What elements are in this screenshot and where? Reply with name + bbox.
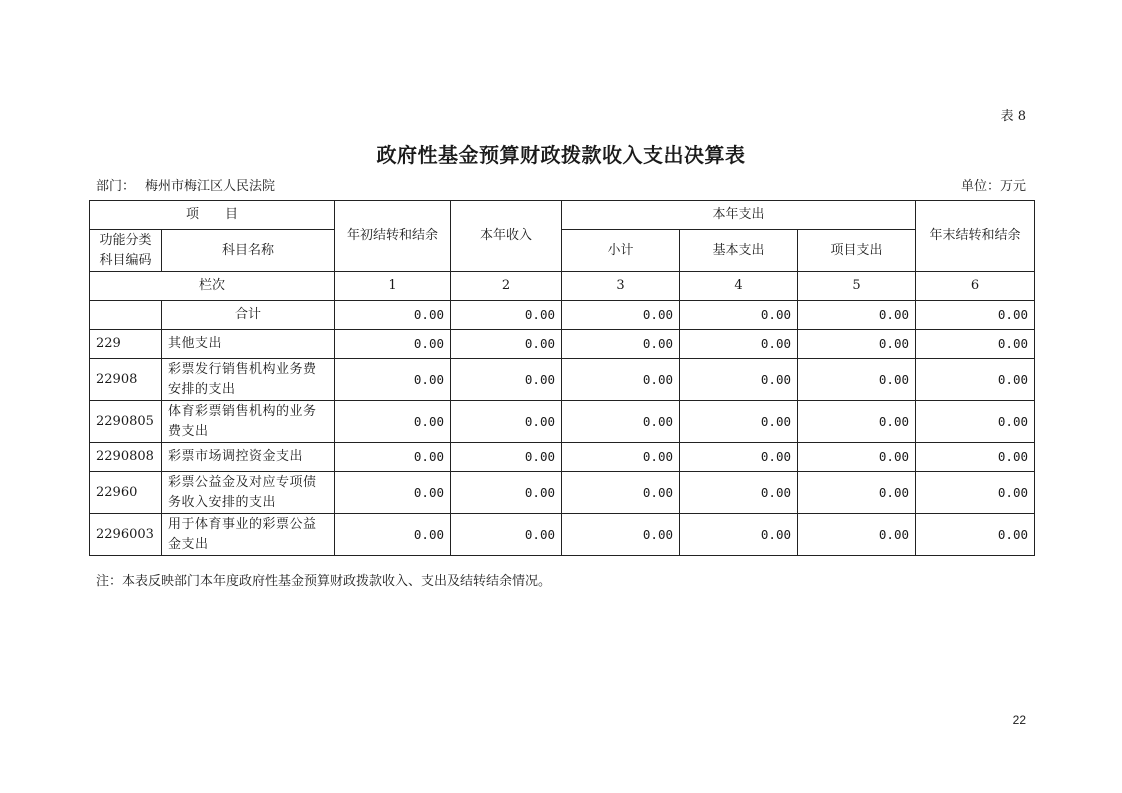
subject-name: 彩票公益金及对应专项债务收入安排的支出 xyxy=(162,472,335,514)
header-opening-balance: 年初结转和结余 xyxy=(335,201,451,272)
header-basic-expense: 基本支出 xyxy=(680,230,798,272)
column-number: 4 xyxy=(680,272,798,301)
amount-cell: 0.00 xyxy=(335,472,451,514)
header-item: 项 目 xyxy=(90,201,335,230)
page-number: 22 xyxy=(1012,713,1026,727)
subject-code: 2296003 xyxy=(90,514,162,556)
column-number: 3 xyxy=(562,272,680,301)
header-closing-balance: 年末结转和结余 xyxy=(916,201,1035,272)
column-number: 6 xyxy=(916,272,1035,301)
amount-cell: 0.00 xyxy=(562,472,680,514)
subject-name: 彩票市场调控资金支出 xyxy=(162,443,335,472)
total-value: 0.00 xyxy=(798,301,916,330)
amount-cell: 0.00 xyxy=(916,514,1035,556)
table-row xyxy=(90,359,1035,401)
amount-cell: 0.00 xyxy=(916,443,1035,472)
column-number: 5 xyxy=(798,272,916,301)
total-label: 合计 xyxy=(162,301,335,330)
table-row xyxy=(90,443,1035,472)
department-label: 部门： xyxy=(96,179,136,194)
table-note: 注：本表反映部门本年度政府性基金预算财政拨款收入、支出及结转结余情况。 xyxy=(96,574,552,589)
table-row xyxy=(90,330,1035,359)
total-value: 0.00 xyxy=(680,301,798,330)
subject-code: 22960 xyxy=(90,472,162,514)
table-number: 表 8 xyxy=(1000,109,1026,124)
amount-cell: 0.00 xyxy=(798,330,916,359)
amount-cell: 0.00 xyxy=(451,472,562,514)
total-value: 0.00 xyxy=(916,301,1035,330)
subject-name: 体育彩票销售机构的业务费支出 xyxy=(162,401,335,443)
total-value: 0.00 xyxy=(451,301,562,330)
amount-cell: 0.00 xyxy=(916,401,1035,443)
amount-cell: 0.00 xyxy=(798,359,916,401)
amount-cell: 0.00 xyxy=(916,330,1035,359)
total-row xyxy=(90,301,1035,330)
amount-cell: 0.00 xyxy=(680,330,798,359)
amount-cell: 0.00 xyxy=(335,330,451,359)
header-year-income: 本年收入 xyxy=(451,201,562,272)
total-value: 0.00 xyxy=(562,301,680,330)
column-number: 2 xyxy=(451,272,562,301)
page-title: 政府性基金预算财政拨款收入支出决算表 xyxy=(376,143,746,167)
header-project-expense: 项目支出 xyxy=(798,230,916,272)
subject-code: 229 xyxy=(90,330,162,359)
header-func-code: 功能分类科目编码 xyxy=(90,230,162,272)
amount-cell: 0.00 xyxy=(451,443,562,472)
subject-code: 2290805 xyxy=(90,401,162,443)
amount-cell: 0.00 xyxy=(798,472,916,514)
header-row-2 xyxy=(90,230,1035,272)
amount-cell: 0.00 xyxy=(451,514,562,556)
column-number-label: 栏次 xyxy=(90,272,335,301)
amount-cell: 0.00 xyxy=(680,401,798,443)
amount-cell: 0.00 xyxy=(680,514,798,556)
amount-cell: 0.00 xyxy=(562,330,680,359)
amount-cell: 0.00 xyxy=(451,359,562,401)
department-name: 梅州市梅江区人民法院 xyxy=(145,179,276,194)
amount-cell: 0.00 xyxy=(562,514,680,556)
amount-cell: 0.00 xyxy=(451,330,562,359)
amount-cell: 0.00 xyxy=(335,401,451,443)
subject-code: 2290808 xyxy=(90,443,162,472)
unit-label: 单位：万元 xyxy=(960,179,1026,194)
amount-cell: 0.00 xyxy=(798,443,916,472)
header-subtotal: 小计 xyxy=(562,230,680,272)
amount-cell: 0.00 xyxy=(451,401,562,443)
amount-cell: 0.00 xyxy=(798,401,916,443)
department-line xyxy=(96,175,275,194)
total-code-cell xyxy=(90,301,162,330)
amount-cell: 0.00 xyxy=(916,359,1035,401)
amount-cell: 0.00 xyxy=(335,359,451,401)
subject-name: 其他支出 xyxy=(162,330,335,359)
subject-code: 22908 xyxy=(90,359,162,401)
amount-cell: 0.00 xyxy=(562,443,680,472)
header-year-expense: 本年支出 xyxy=(562,201,916,230)
header-subject-name: 科目名称 xyxy=(162,230,335,272)
amount-cell: 0.00 xyxy=(335,514,451,556)
table-row xyxy=(90,472,1035,514)
amount-cell: 0.00 xyxy=(680,443,798,472)
total-value: 0.00 xyxy=(335,301,451,330)
header-row-1 xyxy=(90,201,1035,230)
subject-name: 用于体育事业的彩票公益金支出 xyxy=(162,514,335,556)
amount-cell: 0.00 xyxy=(680,359,798,401)
amount-cell: 0.00 xyxy=(680,472,798,514)
amount-cell: 0.00 xyxy=(562,359,680,401)
amount-cell: 0.00 xyxy=(798,514,916,556)
subject-name: 彩票发行销售机构业务费安排的支出 xyxy=(162,359,335,401)
amount-cell: 0.00 xyxy=(335,443,451,472)
amount-cell: 0.00 xyxy=(916,472,1035,514)
table-row xyxy=(90,401,1035,443)
column-number: 1 xyxy=(335,272,451,301)
table-row xyxy=(90,514,1035,556)
amount-cell: 0.00 xyxy=(562,401,680,443)
column-number-row xyxy=(90,272,1035,301)
final-accounts-table xyxy=(89,200,1035,556)
